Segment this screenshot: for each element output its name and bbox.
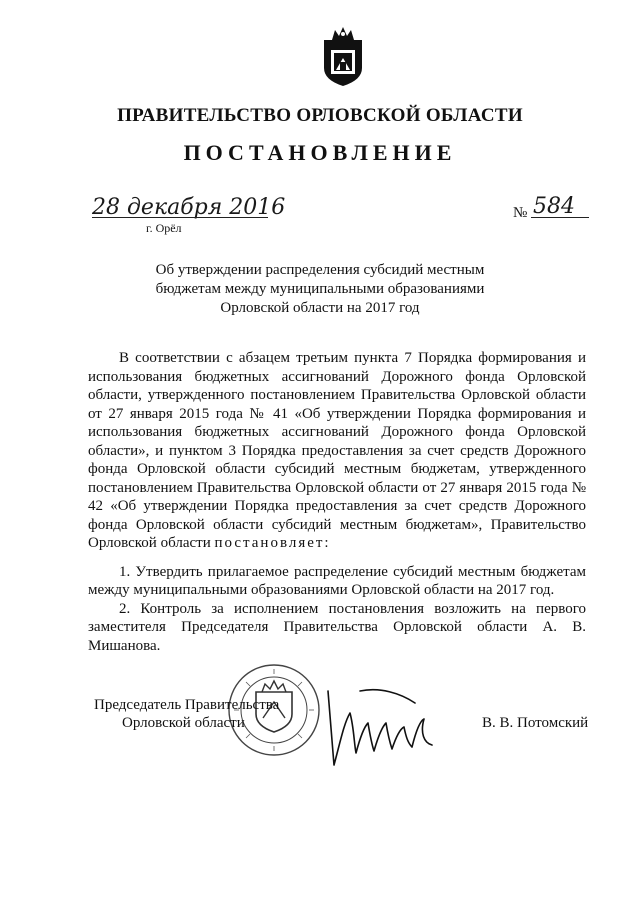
handwritten-signature xyxy=(320,683,440,773)
preamble-text: В соответствии с абзацем третьим пункта 7 Порядка формирования и использования бюджетных ассигнований Дорожного фонда Орловской области, утвержденного постановлением Правительства Орловской области от 27 января 2015 года № 41 «Об утверждении Порядка формирования и использования бюджетных ассигнований Дорожного фонда Орловской области», и пунктом 3 Порядка предоставления за счет средств Дорожного фонда Орловской области субсидий местным бюджетам, утвержденного постановлением Правительства Орловской области от 27 января 2015 года № 42 «Об утверждении Порядка предоставления за счет средств Дорожного фонда Орловской области субсидий местным бюджетам», Правительство Орловской области xyxy=(88,350,586,551)
document-subject xyxy=(150,261,490,318)
signer-position-line: Председатель Правительства xyxy=(94,697,280,713)
date-underline xyxy=(92,217,268,218)
signer-name: В. В. Потомский xyxy=(482,715,589,731)
government-title: ПРАВИТЕЛЬСТВО ОРЛОВСКОЙ ОБЛАСТИ xyxy=(117,105,523,126)
document-body xyxy=(88,349,586,655)
number-label: № xyxy=(513,205,528,221)
resolution-item-2: 2. Контроль за исполнением постановления возложить на первого заместителя Председателя Правительства Орловской области А. В. Мишанова. xyxy=(88,600,586,654)
handwritten-date: 28 декабря 2016 xyxy=(92,195,286,220)
resolution-item-1: 1. Утвердить прилагаемое распределение субсидий местным бюджетам между муниципальными образованиями Орловской области на 2017 год. xyxy=(88,563,586,598)
preamble-paragraph xyxy=(88,349,586,553)
subject-line: бюджетам между муниципальными образованиями xyxy=(155,281,485,297)
coat-of-arms-icon xyxy=(318,26,368,88)
subject-line: Орловской области на 2017 год xyxy=(220,300,420,316)
resolves-word: постановляет: xyxy=(214,535,331,551)
number-underline xyxy=(531,217,589,218)
signer-position-line: Орловской области xyxy=(122,715,245,731)
handwritten-number: 584 xyxy=(533,194,575,219)
city-label: г. Орёл xyxy=(146,221,182,235)
document-type: ПОСТАНОВЛЕНИЕ xyxy=(183,140,457,165)
subject-line: Об утверждении распределения субсидий местным xyxy=(155,262,485,278)
